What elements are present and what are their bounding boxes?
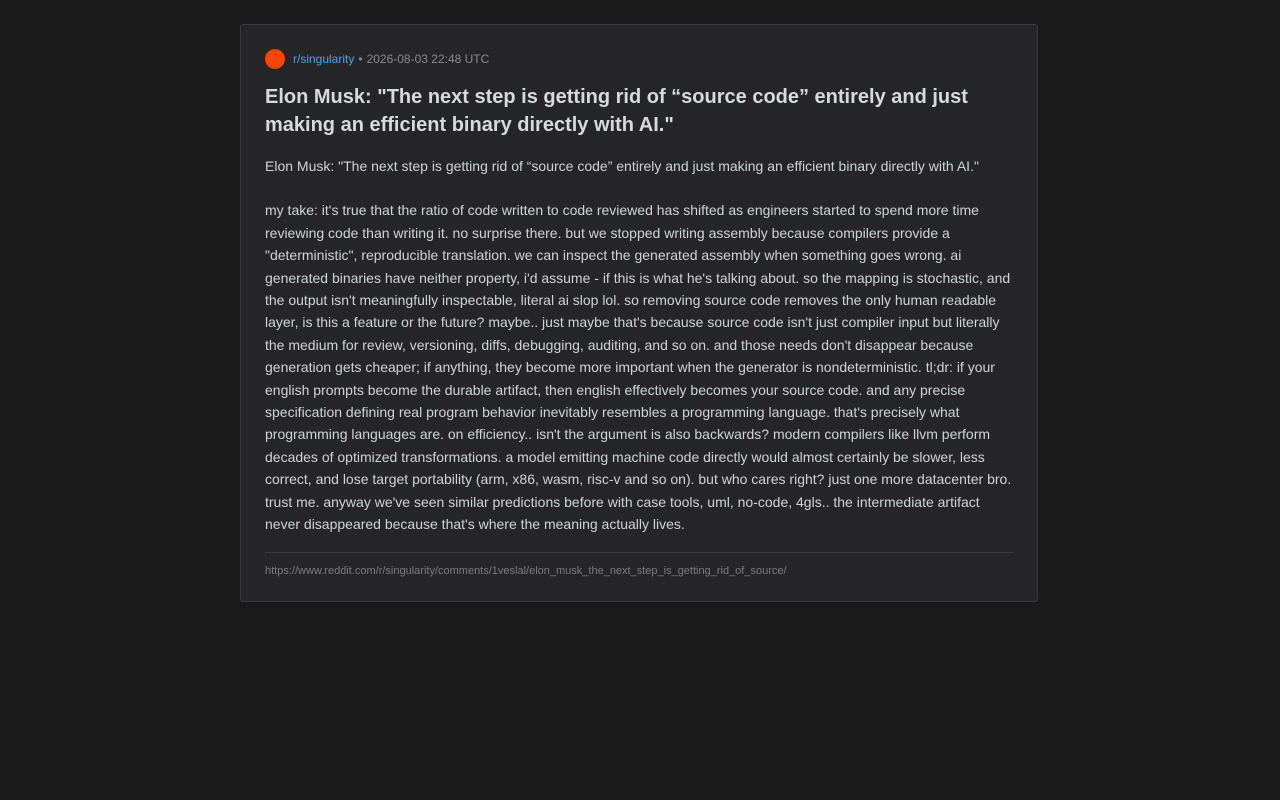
post-meta	[265, 49, 1013, 69]
post-body	[265, 155, 1013, 536]
post-timestamp: 2026-08-03 22:48 UTC	[366, 52, 490, 66]
post-card	[240, 24, 1038, 602]
post-url-link[interactable]: https://www.reddit.com/r/singularity/comments/1veslal/elon_musk_the_next_step_is_getting_rid_of_source/	[265, 564, 787, 577]
post-body-paragraph: Elon Musk: "The next step is getting rid of “source code” entirely and just making an efficient binary directly with AI."	[265, 158, 979, 174]
post-title[interactable]: Elon Musk: "The next step is getting rid of “source code” entirely and just making an efficient binary directly with AI."	[265, 86, 968, 136]
post-body-paragraph: my take: it's true that the ratio of code written to code reviewed has shifted as engineers started to spend more time reviewing code than writing it. no surprise there. but we stopped writing assembly because compilers provide a "deterministic", reproducible translation. we can inspect the generated assembly when something goes wrong. ai generated binaries have neither property, i'd assume - if this is what he's talking about. so the mapping is stochastic, and the output isn't meaningfully inspectable, literal ai slop lol. so removing source code removes the only human readable layer, is this a feature or the future? maybe.. just maybe that's because source code isn't just compiler input but literally the medium for review, versioning, diffs, debugging, auditing, and so on. and those needs don't disappear because generation gets cheaper; if anything, they become more important when the generator is nondeterministic. tl;dr: if your english prompts become the durable artifact, then english effectively becomes your source code. and any precise specification defining real program behavior inevitably resembles a programming language. that's precisely what programming languages are. on efficiency.. isn't the argument is also backwards? modern compilers like llvm perform decades of optimized transformations. a model emitting machine code directly would almost certainly be slower, less correct, and lose target portability (arm, x86, wasm, risc-v and so on). but who cares right? just one more datacenter bro. trust me. anyway we've seen similar predictions before with case tools, uml, no-code, 4gls.. the intermediate artifact never disappeared because that's where the meaning actually lives.	[265, 202, 1012, 533]
subreddit-avatar-icon[interactable]	[265, 49, 285, 69]
meta-separator: •	[358, 52, 363, 66]
divider	[265, 552, 1013, 553]
subreddit-link[interactable]: r/singularity	[293, 52, 355, 66]
